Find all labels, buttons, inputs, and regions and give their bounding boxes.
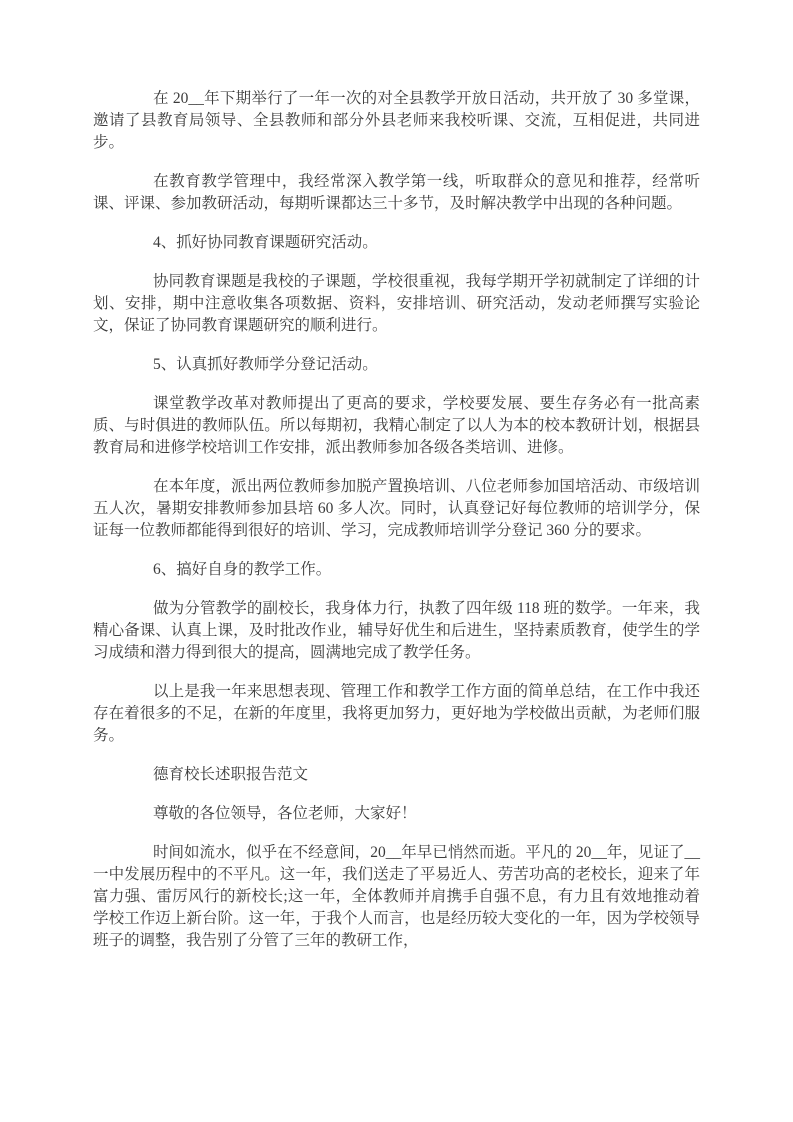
paragraph: 4、抓好协同教育课题研究活动。 (153, 234, 378, 251)
paragraph: 以上是我一年来思想表现、管理工作和教学工作方面的简单总结，在工作中我还存在着很多的不足，在新的年度里，我将更加努力，更好地为学校做出贡献，为老师们服务。 (93, 683, 700, 744)
paragraph: 德育校长述职报告范文 (153, 766, 309, 783)
paragraph: 在 20__年下期举行了一年一次的对全县教学开放日活动，共开放了 30 多堂课，邀请了县教育局领导、全县教师和部分外县老师来我校听课、交流，互相促进，共同进步。 (93, 90, 700, 151)
paragraph: 尊敬的各位领导，各位老师，大家好！ (153, 805, 417, 822)
paragraph: 在本年度，派出两位教师参加脱产置换培训、八位老师参加国培活动、市级培训五人次，暑期安排教师参加县培 60 多人次。同时，认真登记好每位教师的培训学分，保证每一位教师都能得到很好的培训、学习，完成教师培训学分登记 360 分的要求。 (93, 478, 700, 539)
paragraph: 课堂教学改革对教师提出了更高的要求，学校要发展、要生存务必有一批高素质、与时俱进的教师队伍。所以每期初，我精心制定了以人为本的校本教研计划，根据县教育局和进修学校培训工作安排，派出教师参加各级各类培训、进修。 (93, 395, 700, 456)
document-body (93, 88, 700, 969)
paragraph: 时间如流水，似乎在不经意间，20__年早已悄然而逝。平凡的 20__年，见证了__一中发展历程中的不平凡。这一年，我们送走了平易近人、劳苦功高的老校长，迎来了年富力强、雷厉风行的新校长;这一年，全体教师并肩携手自强不息，有力且有效地推动着学校工作迈上新台阶。这一年，于我个人而言，也是经历较大变化的一年，因为学校领导班子的调整，我告别了分管了三年的教研工作， (93, 844, 700, 949)
paragraph: 5、认真抓好教师学分登记活动。 (153, 356, 378, 373)
paragraph: 协同教育课题是我校的子课题，学校很重视，我每学期开学初就制定了详细的计划、安排，期中注意收集各项数据、资料，安排培训、研究活动，发动老师撰写实验论文，保证了协同教育课题研究的顺利进行。 (93, 273, 700, 334)
paragraph: 在教育教学管理中，我经常深入教学第一线，听取群众的意见和推荐，经常听课、评课、参加教研活动，每期听课都达三十多节，及时解决教学中出现的各种问题。 (93, 173, 700, 212)
paragraph: 6、搞好自身的教学工作。 (153, 561, 332, 578)
paragraph: 做为分管教学的副校长，我身体力行，执教了四年级 118 班的数学。一年来，我精心备课、认真上课，及时批改作业，辅导好优生和后进生，坚持素质教育，使学生的学习成绩和潜力得到很大的提高，圆满地完成了教学任务。 (93, 600, 700, 661)
